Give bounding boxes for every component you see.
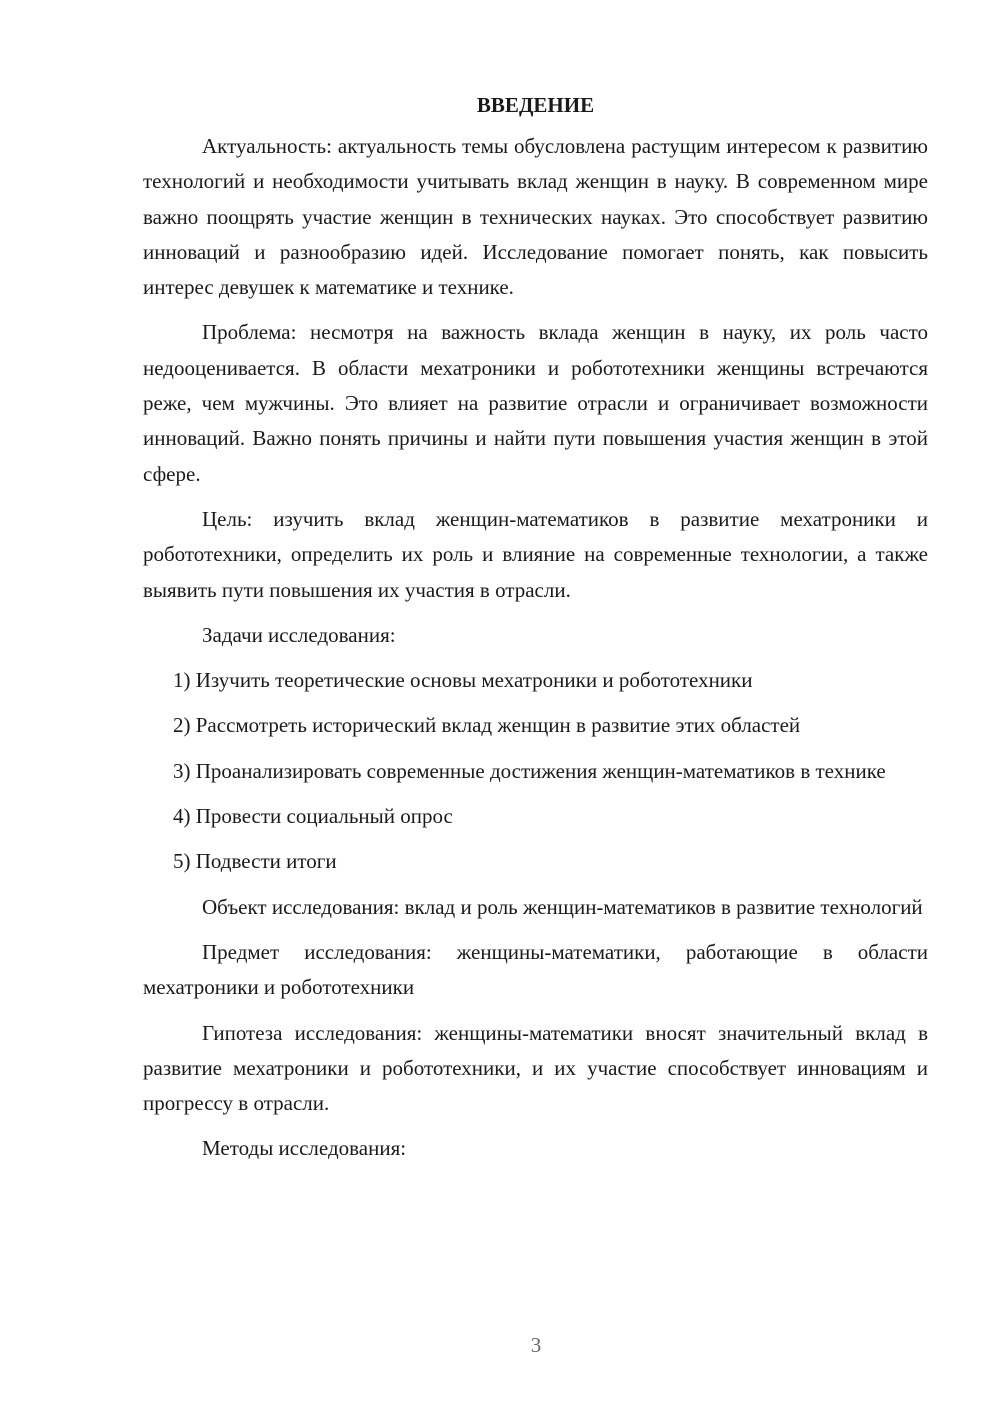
document-page (143, 90, 928, 1177)
section-title: ВВЕДЕНИЕ (476, 93, 595, 117)
paragraph-hypothesis: Гипотеза исследования: женщины-математики вносят значительный вклад в развитие мехатроники и робототехники, и их участие способствует инновациям и прогрессу в отрасли. (143, 1020, 928, 1116)
paragraph-object: Объект исследования: вклад и роль женщин-математиков в развитие технологий (202, 894, 923, 919)
task-item-5: 5) Подвести итоги (173, 849, 337, 874)
task-item-2: 2) Рассмотреть исторический вклад женщин в развитие этих областей (173, 713, 801, 738)
task-item-1: 1) Изучить теоретические основы мехатроники и робототехники (173, 668, 753, 693)
paragraph-methods: Методы исследования: (202, 1136, 407, 1161)
paragraph-tasks-heading: Задачи исследования: (202, 622, 396, 647)
paragraph-relevance: Актуальность: актуальность темы обусловлена растущим интересом к развитию технологий и необходимости учитывать вклад женщин в науку. В современном мире важно поощрять участие женщин в технических науках. Это способствует развитию инноваций и разнообразию идей. Исследование помогает понять, как повысить интерес девушек к математике и технике. (143, 134, 928, 300)
page-number: 3 (530, 1333, 542, 1357)
task-item-4: 4) Провести социальный опрос (173, 804, 453, 829)
paragraph-subject: Предмет исследования: женщины-математики, работающие в области мехатроники и робототехники (143, 939, 928, 1000)
task-item-3: 3) Проанализировать современные достижения женщин-математиков в технике (173, 758, 886, 783)
paragraph-problem: Проблема: несмотря на важность вклада женщин в науку, их роль часто недооценивается. В области мехатроники и робототехники женщины встречаются реже, чем мужчины. Это влияет на развитие отрасли и ограничивает возможности инноваций. Важно понять причины и найти пути повышения участия женщин в этой сфере. (143, 320, 928, 486)
paragraph-goal: Цель: изучить вклад женщин-математиков в развитие мехатроники и робототехники, определить их роль и влияние на современные технологии, а также выявить пути повышения их участия в отрасли. (143, 506, 928, 602)
